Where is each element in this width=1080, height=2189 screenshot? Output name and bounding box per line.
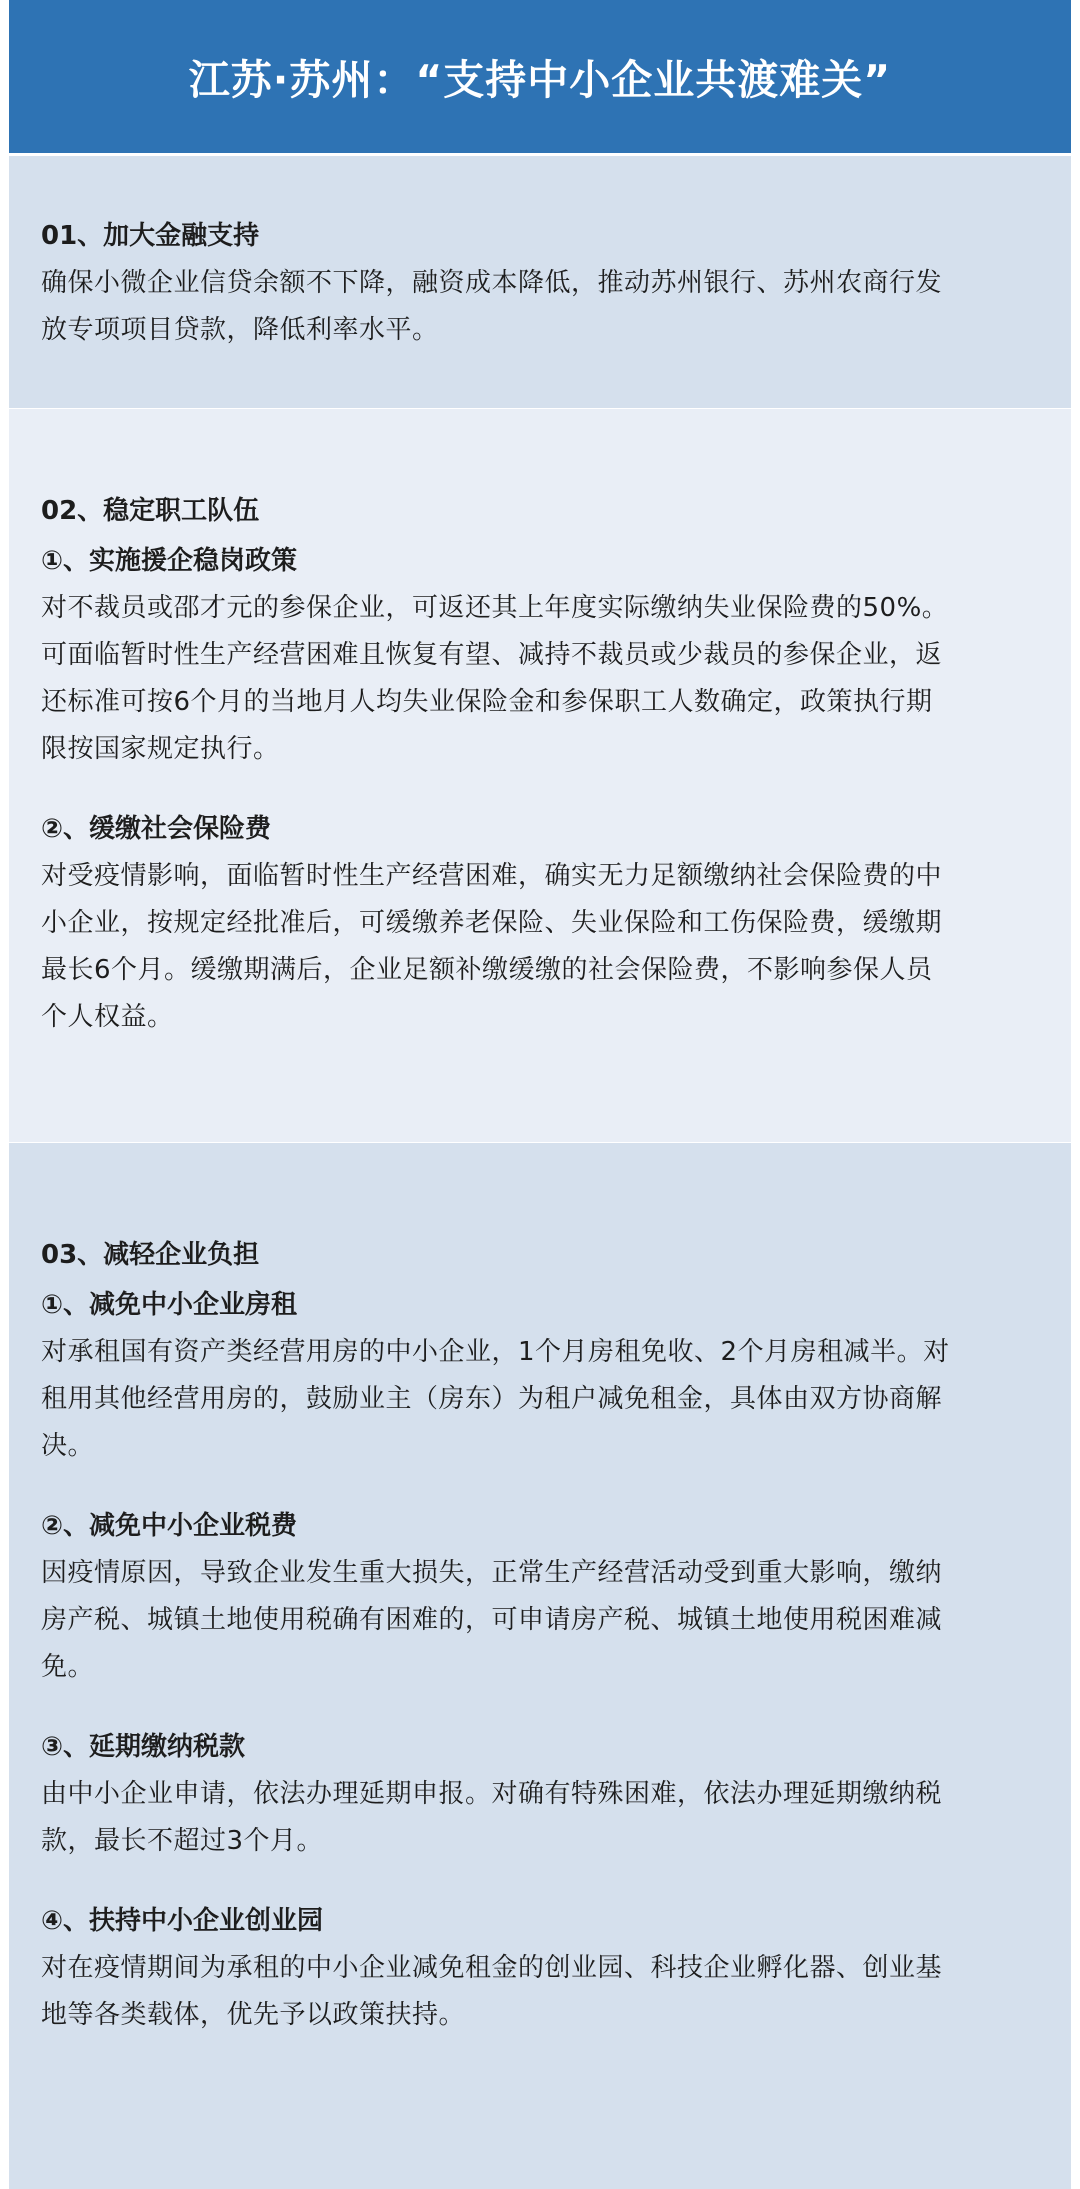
policy-item xyxy=(41,260,1043,354)
text-line: 小企业，按规定经批准后，可缓缴养老保险、失业保险和工伤保险费，缓缴期 xyxy=(41,908,943,938)
policy-subheading: ②、缓缴社会保险费 xyxy=(41,814,272,844)
text-line: 最长6个月。缓缴期满后，企业足额补缴缓缴的社会保险费，不影响参保人员 xyxy=(41,955,933,985)
text-line: 决。 xyxy=(41,1431,95,1461)
text-line: 房产税、城镇土地使用税确有困难的，可申请房产税、城镇土地使用税困难减 xyxy=(41,1605,943,1635)
page-title: 江苏·苏州：“支持中小企业共渡难关” xyxy=(188,56,892,104)
text-line: 可面临暂时性生产经营困难且恢复有望、减持不裁员或少裁员的参保企业，返 xyxy=(41,640,943,670)
section-heading: 01、加大金融支持 xyxy=(41,221,260,251)
text-line: 免。 xyxy=(41,1652,95,1682)
section-stabilize-workforce xyxy=(9,409,1071,1142)
policy-text xyxy=(41,853,1043,1041)
policy-subheading: ①、实施援企稳岗政策 xyxy=(41,546,298,576)
text-line: 确保小微企业信贷余额不下降，融资成本降低，推动苏州银行、苏州农商行发 xyxy=(41,268,943,298)
policy-text xyxy=(41,585,1043,773)
policy-item xyxy=(41,1508,1043,1691)
text-line: 限按国家规定执行。 xyxy=(41,734,280,764)
text-line: 款，最长不超过3个月。 xyxy=(41,1826,324,1856)
text-line: 对承租国有资产类经营用房的中小企业，1个月房租免收、2个月房租减半。对 xyxy=(41,1337,950,1367)
policy-subheading: ③、延期缴纳税款 xyxy=(41,1732,246,1762)
section-financial-support xyxy=(9,156,1071,408)
policy-item xyxy=(41,1903,1043,2039)
policy-text xyxy=(41,1945,1043,2039)
policy-text xyxy=(41,260,1043,354)
text-line: 对在疫情期间为承租的中小企业减免租金的创业园、科技企业孵化器、创业基 xyxy=(41,1953,943,1983)
policy-item xyxy=(41,543,1043,773)
policy-item xyxy=(41,1287,1043,1470)
policy-item xyxy=(41,1729,1043,1865)
section-reduce-burden xyxy=(9,1143,1071,2189)
text-line: 还标准可按6个月的当地月人均失业保险金和参保职工人数确定，政策执行期 xyxy=(41,687,933,717)
policy-item xyxy=(41,811,1043,1041)
text-line: 由中小企业申请，依法办理延期申报。对确有特殊困难，依法办理延期缴纳税 xyxy=(41,1779,943,1809)
policy-text xyxy=(41,1329,1043,1470)
text-line: 个人权益。 xyxy=(41,1002,174,1032)
policy-subheading: ②、减免中小企业税费 xyxy=(41,1511,298,1541)
policy-text xyxy=(41,1550,1043,1691)
text-line: 租用其他经营用房的，鼓励业主（房东）为租户减免租金，具体由双方协商解 xyxy=(41,1384,943,1414)
section-heading: 03、减轻企业负担 xyxy=(41,1240,260,1270)
policy-text xyxy=(41,1771,1043,1865)
text-line: 地等各类载体，优先予以政策扶持。 xyxy=(41,2000,466,2030)
header-banner xyxy=(9,0,1071,153)
section-heading: 02、稳定职工队伍 xyxy=(41,496,260,526)
policy-subheading: ①、减免中小企业房租 xyxy=(41,1290,298,1320)
policy-subheading: ④、扶持中小企业创业园 xyxy=(41,1906,324,1936)
text-line: 放专项项目贷款，降低利率水平。 xyxy=(41,315,439,345)
text-line: 对不裁员或邵才元的参保企业，可返还其上年度实际缴纳失业保险费的50%。 xyxy=(41,593,949,623)
text-line: 对受疫情影响，面临暂时性生产经营困难，确实无力足额缴纳社会保险费的中 xyxy=(41,861,943,891)
text-line: 因疫情原因，导致企业发生重大损失，正常生产经营活动受到重大影响，缴纳 xyxy=(41,1558,943,1588)
